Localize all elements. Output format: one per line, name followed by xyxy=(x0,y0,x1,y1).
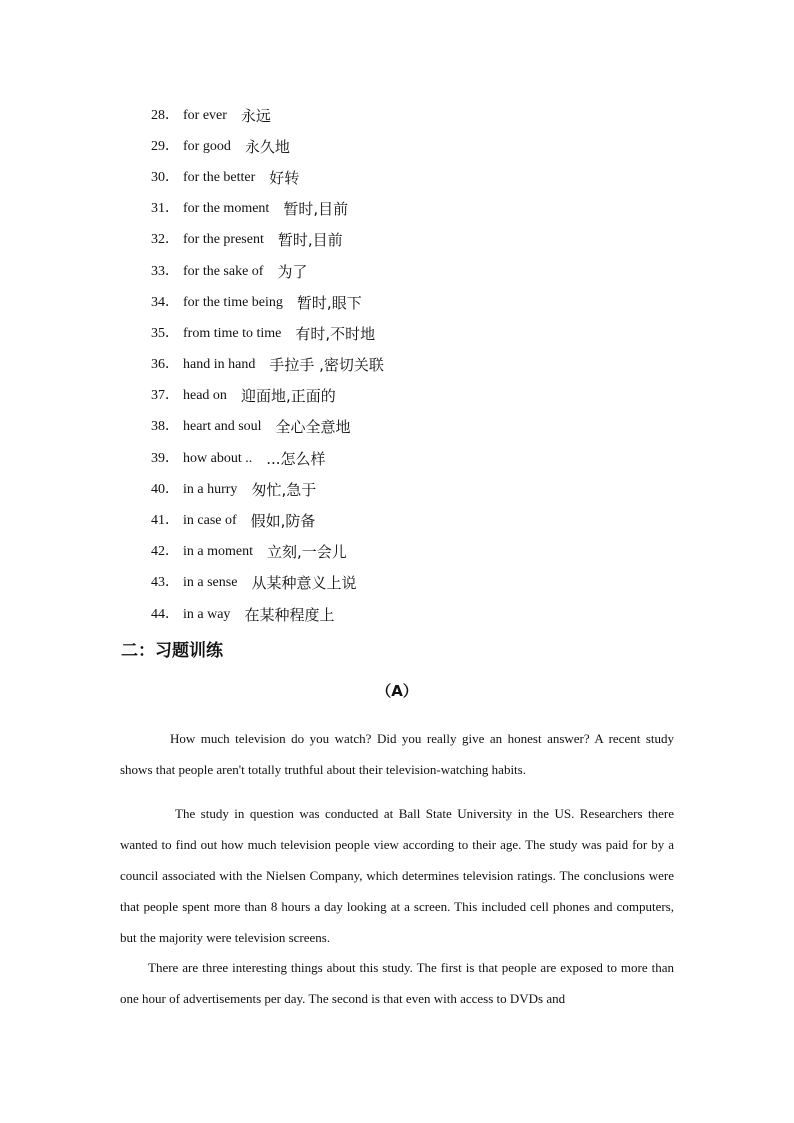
phrase-chinese: 匆忙,急于 xyxy=(251,480,317,499)
phrase-number: 36． xyxy=(151,357,179,373)
phrase-chinese: 为了 xyxy=(277,262,308,281)
phrase-english: from time to time xyxy=(183,325,282,341)
phrase-english: in case of xyxy=(183,513,237,529)
phrase-item xyxy=(151,474,384,505)
phrase-english: for the moment xyxy=(183,201,270,217)
paragraph-3: There are three interesting things about this study. The first is that people are exposed to more than one hour of advertisements per day. The second is that even with access to DVDs and xyxy=(120,960,674,1006)
phrase-item xyxy=(151,568,384,599)
phrase-item xyxy=(151,194,384,225)
phrase-item xyxy=(151,505,384,536)
phrase-number: 35． xyxy=(151,325,179,341)
phrase-item xyxy=(151,443,384,474)
phrase-item xyxy=(151,412,384,443)
phrase-chinese: 从某种意义上说 xyxy=(251,574,357,593)
phrase-item xyxy=(151,350,384,381)
phrase-chinese: ...怎么样 xyxy=(266,449,326,468)
phrase-chinese: 在某种程度上 xyxy=(244,605,335,624)
phrase-item xyxy=(151,131,384,162)
phrase-english: hand in hand xyxy=(183,357,256,373)
phrase-item xyxy=(151,162,384,193)
phrase-chinese: 暂时,目前 xyxy=(277,231,343,250)
phrase-english: in a way xyxy=(183,606,231,622)
phrase-english: in a hurry xyxy=(183,481,238,497)
phrase-number: 30． xyxy=(151,169,179,185)
phrase-number: 31． xyxy=(151,201,179,217)
phrase-item xyxy=(151,100,384,131)
phrase-chinese: 永久地 xyxy=(244,137,290,156)
phrase-item xyxy=(151,225,384,256)
phrase-list xyxy=(151,100,384,630)
phrase-number: 40． xyxy=(151,481,179,497)
phrase-english: for the time being xyxy=(183,294,283,310)
phrase-number: 28． xyxy=(151,107,179,123)
phrase-chinese: 立刻,一会儿 xyxy=(267,543,347,562)
phrase-number: 33． xyxy=(151,263,179,279)
phrase-item xyxy=(151,256,384,287)
phrase-item xyxy=(151,537,384,568)
phrase-number: 32． xyxy=(151,232,179,248)
phrase-chinese: 迎面地,正面的 xyxy=(240,387,336,406)
phrase-item xyxy=(151,599,384,630)
phrase-number: 37． xyxy=(151,388,179,404)
phrase-english: for ever xyxy=(183,107,227,123)
phrase-number: 29． xyxy=(151,138,179,154)
phrase-number: 44． xyxy=(151,606,179,622)
phrase-english: in a sense xyxy=(183,575,238,591)
phrase-chinese: 假如,防备 xyxy=(250,512,316,531)
phrase-number: 41． xyxy=(151,513,179,529)
phrase-english: heart and soul xyxy=(183,419,262,435)
phrase-number: 39． xyxy=(151,450,179,466)
phrase-item xyxy=(151,318,384,349)
phrase-english: for the better xyxy=(183,169,256,185)
phrase-number: 43． xyxy=(151,575,179,591)
phrase-english: in a moment xyxy=(183,544,253,560)
phrase-english: how about .. xyxy=(183,450,253,466)
phrase-chinese: 永远 xyxy=(240,106,271,125)
phrase-chinese: 手拉手 ,密切关联 xyxy=(269,356,384,375)
phrase-number: 38． xyxy=(151,419,179,435)
phrase-number: 34． xyxy=(151,294,179,310)
passage-label: （A） xyxy=(376,682,418,700)
phrase-english: for good xyxy=(183,138,231,154)
phrase-chinese: 暂时,目前 xyxy=(283,200,349,219)
phrase-chinese: 有时,不时地 xyxy=(295,324,376,343)
phrase-chinese: 全心全意地 xyxy=(275,418,351,437)
phrase-chinese: 暂时,眼下 xyxy=(296,293,362,312)
paragraph-1: How much television do you watch? Did you really give an honest answer? A recent study shows that people aren't totally truthful about their television-watching habits. xyxy=(120,731,674,777)
phrase-number: 42． xyxy=(151,544,179,560)
phrase-english: head on xyxy=(183,388,227,404)
phrase-chinese: 好转 xyxy=(269,168,300,187)
phrase-english: for the present xyxy=(183,232,264,248)
phrase-english: for the sake of xyxy=(183,263,264,279)
phrase-item xyxy=(151,287,384,318)
phrase-item xyxy=(151,381,384,412)
paragraph-2: The study in question was conducted at Ball State University in the US. Researchers there wanted to find out how much television people view according to their age. The study was paid for by a council associated with the Nielsen Company, which determines television ratings. The conclusions were that people spent more than 8 hours a day looking at a screen. This included cell phones and computers, but the majority were television screens. xyxy=(120,806,674,945)
section-title: 二：习题训练 xyxy=(121,641,223,661)
